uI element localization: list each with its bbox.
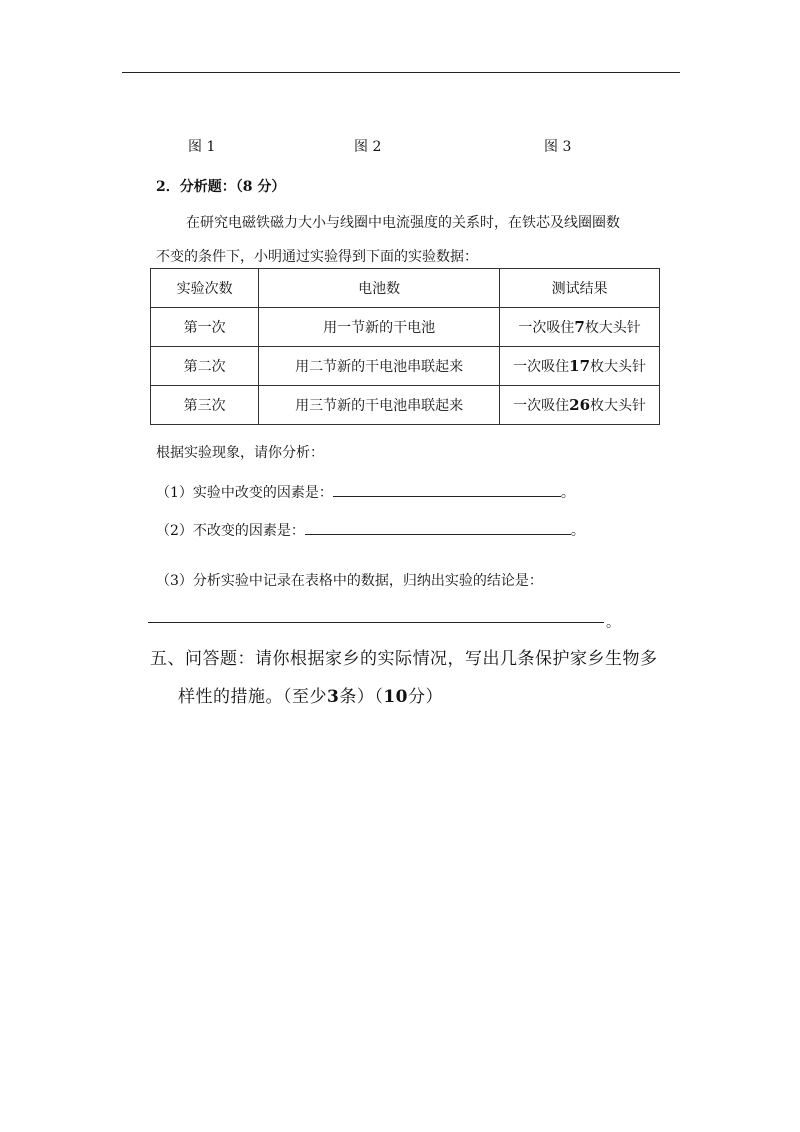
table-header-cell: 实验次数 bbox=[151, 269, 259, 308]
result-count: 26 bbox=[569, 396, 591, 414]
end-mark: 。 bbox=[570, 523, 585, 539]
result-text: 一次吸住 bbox=[513, 359, 570, 375]
analysis-prompt: 根据实验现象，请你分析： bbox=[156, 445, 324, 461]
question5-score: 10 bbox=[383, 687, 409, 707]
question2-intro-line1: 在研究电磁铁磁力大小与线圈中电流强度的关系时，在铁芯及线圈圈数 bbox=[186, 215, 620, 231]
result-cell bbox=[500, 308, 660, 347]
figure-label-1: 图 1 bbox=[188, 139, 216, 155]
table-row bbox=[151, 308, 660, 347]
subquestion-1-label: （1）实验中改变的因素是： bbox=[156, 485, 333, 501]
question5-text: 样性的措施。（至少 bbox=[178, 687, 327, 707]
question2-intro-line2: 不变的条件下，小明通过实验得到下面的实验数据： bbox=[156, 249, 478, 265]
table-row bbox=[151, 347, 660, 386]
answer-blank-2[interactable] bbox=[305, 518, 571, 535]
result-cell bbox=[500, 386, 660, 425]
subquestion-1 bbox=[156, 480, 575, 502]
result-text: 枚大头针 bbox=[590, 398, 647, 414]
trial-cell: 第三次 bbox=[151, 386, 259, 425]
end-mark: 。 bbox=[560, 485, 575, 501]
battery-cell: 用一节新的干电池 bbox=[259, 308, 500, 347]
battery-cell: 用二节新的干电池串联起来 bbox=[259, 347, 500, 386]
end-mark: 。 bbox=[606, 615, 620, 631]
answer-blank-3[interactable] bbox=[148, 622, 604, 623]
result-text: 一次吸住 bbox=[518, 320, 575, 336]
trial-cell: 第二次 bbox=[151, 347, 259, 386]
figure-label-3: 图 3 bbox=[544, 139, 572, 155]
question5-text: 条）（ bbox=[339, 687, 384, 707]
question5-count: 3 bbox=[327, 687, 340, 707]
question5-line1: 五、问答题：请你根据家乡的实际情况，写出几条保护家乡生物多 bbox=[150, 649, 658, 669]
figure-label-2: 图 2 bbox=[354, 139, 382, 155]
result-count: 17 bbox=[569, 357, 591, 375]
battery-cell: 用三节新的干电池串联起来 bbox=[259, 386, 500, 425]
subquestion-2 bbox=[156, 518, 585, 540]
table-header-cell: 电池数 bbox=[259, 269, 500, 308]
subquestion-2-label: （2）不改变的因素是： bbox=[156, 523, 305, 539]
result-cell bbox=[500, 347, 660, 386]
table-header-row bbox=[151, 269, 660, 308]
header-rule bbox=[122, 72, 680, 73]
trial-cell: 第一次 bbox=[151, 308, 259, 347]
result-count: 7 bbox=[574, 318, 585, 336]
question2-heading: 2．分析题：（8 分） bbox=[156, 179, 286, 195]
table-row bbox=[151, 386, 660, 425]
subquestion-3: （3）分析实验中记录在表格中的数据，归纳出实验的结论是： bbox=[156, 573, 543, 589]
question5-text: 分） bbox=[408, 687, 444, 707]
experiment-table bbox=[150, 268, 660, 425]
result-text: 一次吸住 bbox=[513, 398, 570, 414]
answer-blank-1[interactable] bbox=[333, 480, 561, 497]
result-text: 枚大头针 bbox=[590, 359, 647, 375]
table-header-cell: 测试结果 bbox=[500, 269, 660, 308]
result-text: 枚大头针 bbox=[584, 320, 641, 336]
question5-line2 bbox=[178, 682, 443, 707]
